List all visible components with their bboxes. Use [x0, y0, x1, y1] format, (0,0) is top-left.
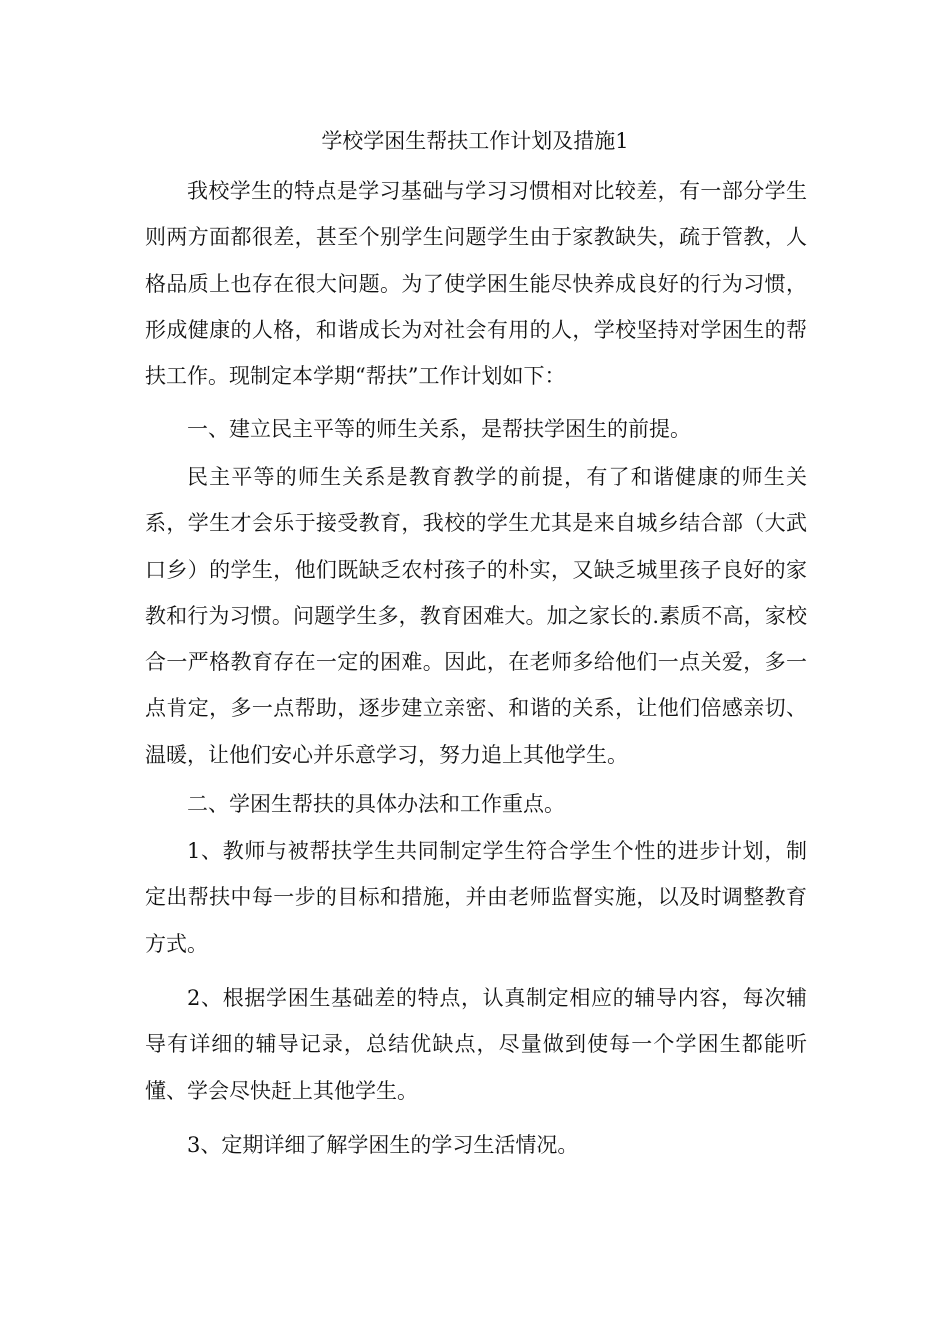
- section-heading-2: 二、学困生帮扶的具体办法和工作重点。: [187, 792, 565, 816]
- document-title: 学校学困生帮扶工作计划及措施1: [321, 129, 629, 153]
- list-item-1: 1、教师与被帮扶学生共同制定学生符合学生个性的进步计划，制定出帮扶中每一步的目标和措施，并由老师监督实施，以及时调整教育方式。: [145, 839, 807, 956]
- paragraph-intro: 我校学生的特点是学习基础与学习习惯相对比较差，有一部分学生则两方面都很差，甚至个别学生问题学生由于家教缺失，疏于管教，人格品质上也存在很大问题。为了使学困生能尽快养成良好的行为习惯，形成健康的人格，和谐成长为对社会有用的人，学校坚持对学困生的帮扶工作。现制定本学期“帮扶”工作计划如下：: [145, 179, 807, 389]
- section-heading-1: 一、建立民主平等的师生关系，是帮扶学困生的前提。: [187, 417, 691, 441]
- list-item-2: 2、根据学困生基础差的特点，认真制定相应的辅导内容，每次辅导有详细的辅导记录，总结优缺点，尽量做到使每一个学困生都能听懂、学会尽快赶上其他学生。: [145, 986, 807, 1103]
- list-item-3: 3、定期详细了解学困生的学习生活情况。: [187, 1133, 579, 1157]
- paragraph-section-1-body: 民主平等的师生关系是教育教学的前提，有了和谐健康的师生关系，学生才会乐于接受教育，我校的学生尤其是来自城乡结合部（大武口乡）的学生，他们既缺乏农村孩子的朴实，又缺乏城里孩子良好的家教和行为习惯。问题学生多，教育困难大。加之家长的.素质不高，家校合一严格教育存在一定的困难。因此，在老师多给他们一点关爱，多一点肯定，多一点帮助，逐步建立亲密、和谐的关系，让他们倍感亲切、温暖，让他们安心并乐意学习，努力追上其他学生。: [145, 465, 807, 767]
